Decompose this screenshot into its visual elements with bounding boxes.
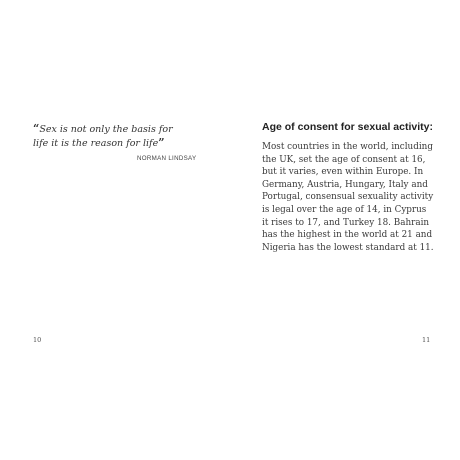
body-line: is legal over the age of 14, in Cyprus xyxy=(262,204,427,215)
article-heading: Age of consent for sexual activity: xyxy=(262,121,433,133)
quote-attribution: NORMAN LINDSAY xyxy=(137,155,197,162)
body-line: Most countries in the world, including xyxy=(262,142,433,152)
page-number-left: 10 xyxy=(33,336,42,344)
close-quote-mark: ” xyxy=(158,135,165,149)
article xyxy=(262,121,432,254)
article-body xyxy=(262,141,432,254)
quote-line-1: Sex is not only the basis for xyxy=(39,124,173,135)
body-line: the UK, set the age of consent at 16, xyxy=(262,154,426,165)
body-line: Germany, Austria, Hungary, Italy and xyxy=(262,179,428,190)
quote-block xyxy=(33,123,213,150)
page-number-right: 11 xyxy=(422,336,431,344)
body-line: Nigeria has the lowest standard at 11. xyxy=(262,242,434,253)
body-line: has the highest in the world at 21 and xyxy=(262,230,433,241)
body-line: but it varies, even within Europe. In xyxy=(262,167,424,178)
quote-line-2: life it is the reason for life xyxy=(33,137,159,149)
open-quote-mark: “ xyxy=(33,122,40,135)
body-line: it rises to 17, and Turkey 18. Bahrain xyxy=(262,217,430,228)
quote-text xyxy=(33,123,213,150)
right-page xyxy=(230,0,460,460)
body-line: Portugal, consensual sexuality activity xyxy=(262,192,434,203)
